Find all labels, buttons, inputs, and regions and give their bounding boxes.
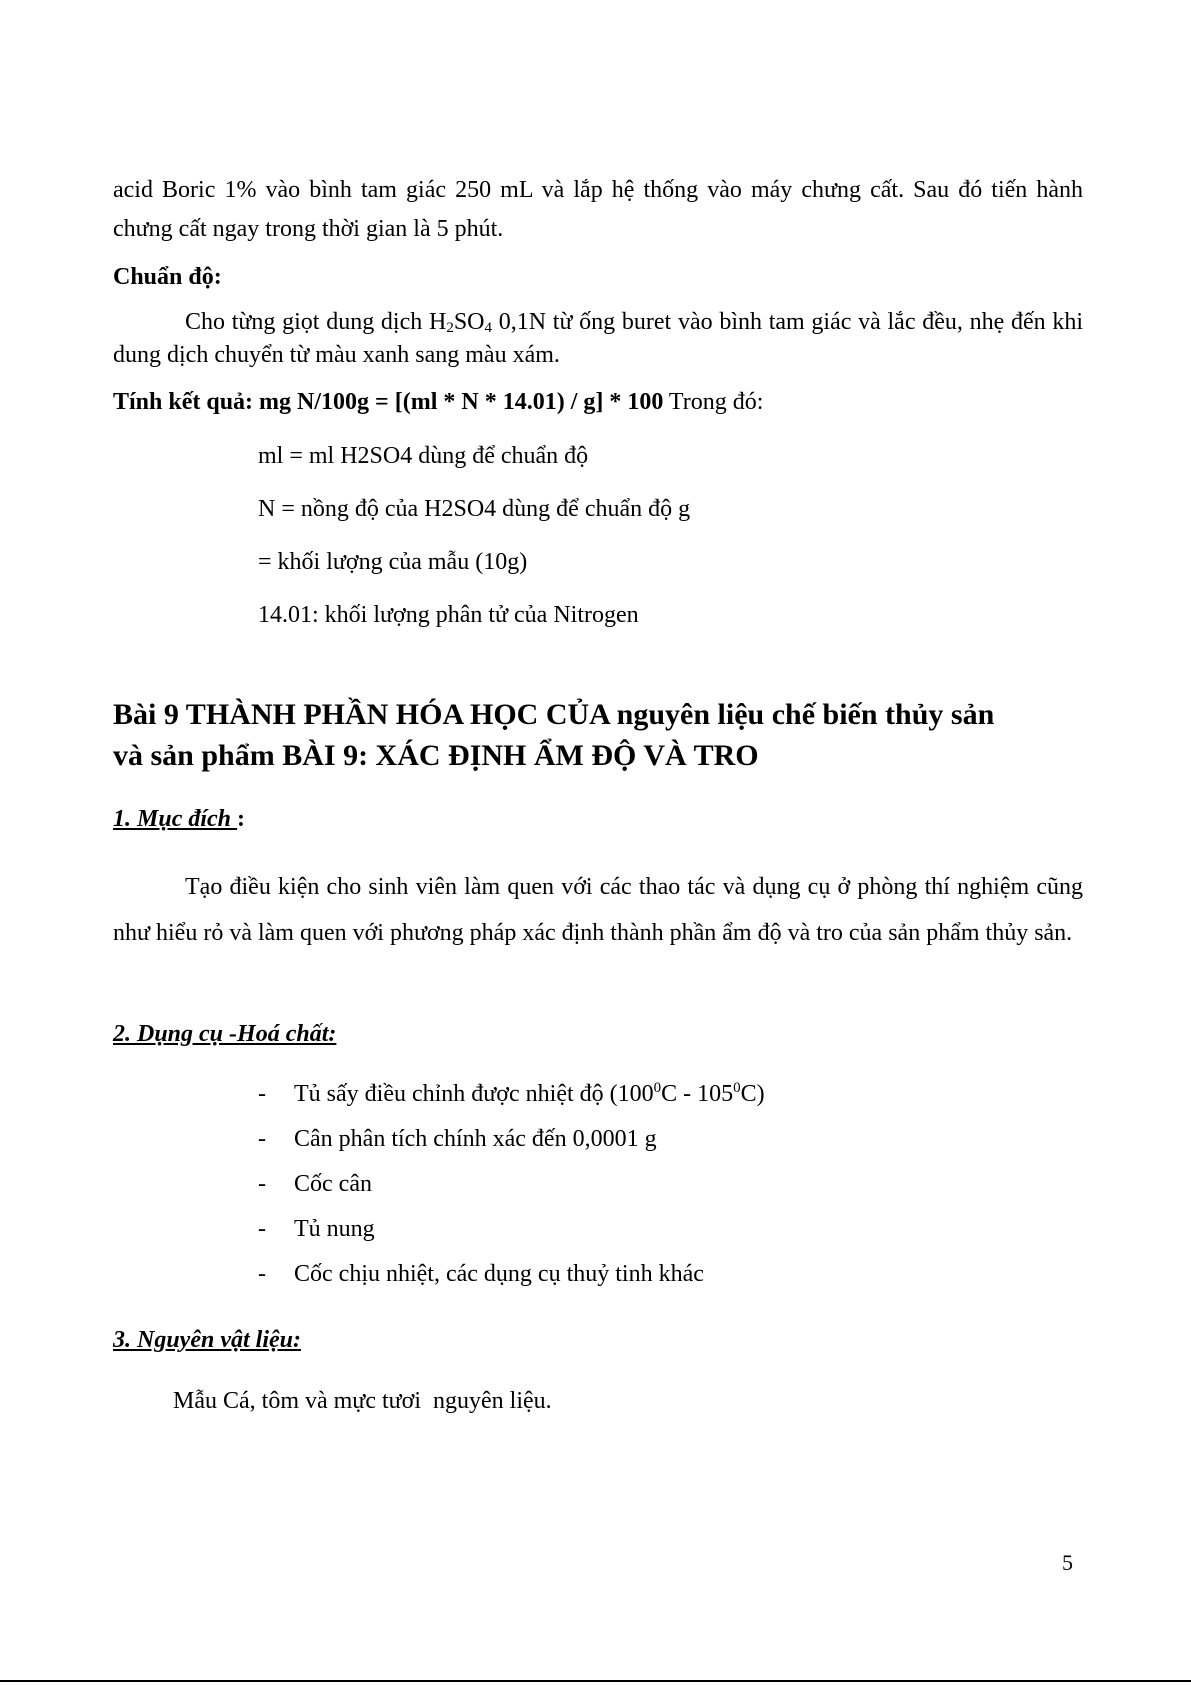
lesson-title-line2: và sản phẩm BÀI 9: XÁC ĐỊNH ẨM ĐỘ VÀ TRO (113, 739, 759, 772)
equipment-item (258, 1126, 657, 1153)
list-dash: - (258, 1261, 266, 1287)
list-dash: - (258, 1081, 266, 1107)
titration-heading: Chuẩn độ: (113, 264, 222, 290)
section3-paragraph: Mẫu Cá, tôm và mực tươi nguyên liệu. (173, 1388, 552, 1414)
titration-paragraph (113, 306, 1083, 372)
section2-title: 2. Dụng cụ -Hoá chất: (113, 1021, 337, 1047)
result-formula-bold: Tính kết quả: mg N/100g = [(ml * N * 14.01) / g] * 100 (113, 389, 664, 415)
definition-item: ml = ml H2SO4 dùng để chuẩn độ (258, 443, 589, 469)
definition-item: 14.01: khối lượng phân tử của Nitrogen (258, 602, 639, 628)
degree-sup: 0 (733, 1080, 741, 1096)
equipment-item (258, 1261, 704, 1288)
titration-text-after: 0,1N từ ống buret vào bình tam giác và lắc đều, nhẹ đến khi dung dịch chuyển từ màu xanh sang màu xám. (113, 309, 1084, 368)
section1-heading (113, 806, 245, 833)
definition-item: N = nồng độ của H2SO4 dùng để chuẩn độ g (258, 496, 691, 522)
page-number: 5 (1062, 1550, 1073, 1575)
intro-paragraph: acid Boric 1% vào bình tam giác 250 mL và lắp hệ thống vào máy chưng cất. Sau đó tiến hành chưng cất ngay trong thời gian là 5 phút. (113, 177, 1083, 242)
definition-item: = khối lượng của mẫu (10g) (258, 549, 528, 575)
equipment-item-label: Cốc cân (294, 1171, 372, 1197)
section1-title: 1. Mục đích (113, 806, 238, 832)
equipment-item-1-c: C) (740, 1081, 765, 1107)
equipment-item-label: Cân phân tích chính xác đến 0,0001 g (294, 1126, 657, 1152)
equipment-item (258, 1171, 372, 1198)
titration-sub-2: 2 (446, 320, 454, 336)
equipment-item-label: Cốc chịu nhiệt, các dụng cụ thuỷ tinh khác (294, 1261, 704, 1287)
list-dash: - (258, 1126, 266, 1152)
equipment-item-1-a: Tủ sấy điều chỉnh được nhiệt độ (100 (294, 1081, 654, 1107)
result-formula (113, 386, 763, 419)
lesson-title (113, 694, 1113, 776)
list-dash: - (258, 1216, 266, 1242)
lesson-title-line1: Bài 9 THÀNH PHẦN HÓA HỌC CỦA nguyên liệu chế biến thủy sản (113, 698, 995, 731)
equipment-item-1-b: C - 105 (661, 1081, 734, 1107)
equipment-item (258, 1216, 375, 1243)
degree-sup: 0 (653, 1080, 662, 1096)
list-dash: - (258, 1171, 266, 1197)
titration-sub-4: 4 (484, 320, 492, 336)
equipment-item (258, 1081, 765, 1108)
equipment-item-label: Tủ nung (294, 1216, 375, 1242)
result-formula-suffix: Trong đó: (663, 389, 764, 415)
titration-text-before: Cho từng giọt dung dịch H (185, 309, 447, 335)
section3-title: 3. Nguyên vật liệu: (113, 1327, 301, 1353)
section1-paragraph: Tạo điều kiện cho sinh viên làm quen với các thao tác và dụng cụ ở phòng thí nghiệm cũng như hiểu rỏ và làm quen với phương pháp xác định thành phần ẩm độ và tro của sản phẩm thủy sản. (113, 874, 1083, 946)
titration-text-so: SO (453, 309, 485, 335)
bottom-rule (0, 1680, 1191, 1682)
section1-colon: : (237, 806, 246, 832)
